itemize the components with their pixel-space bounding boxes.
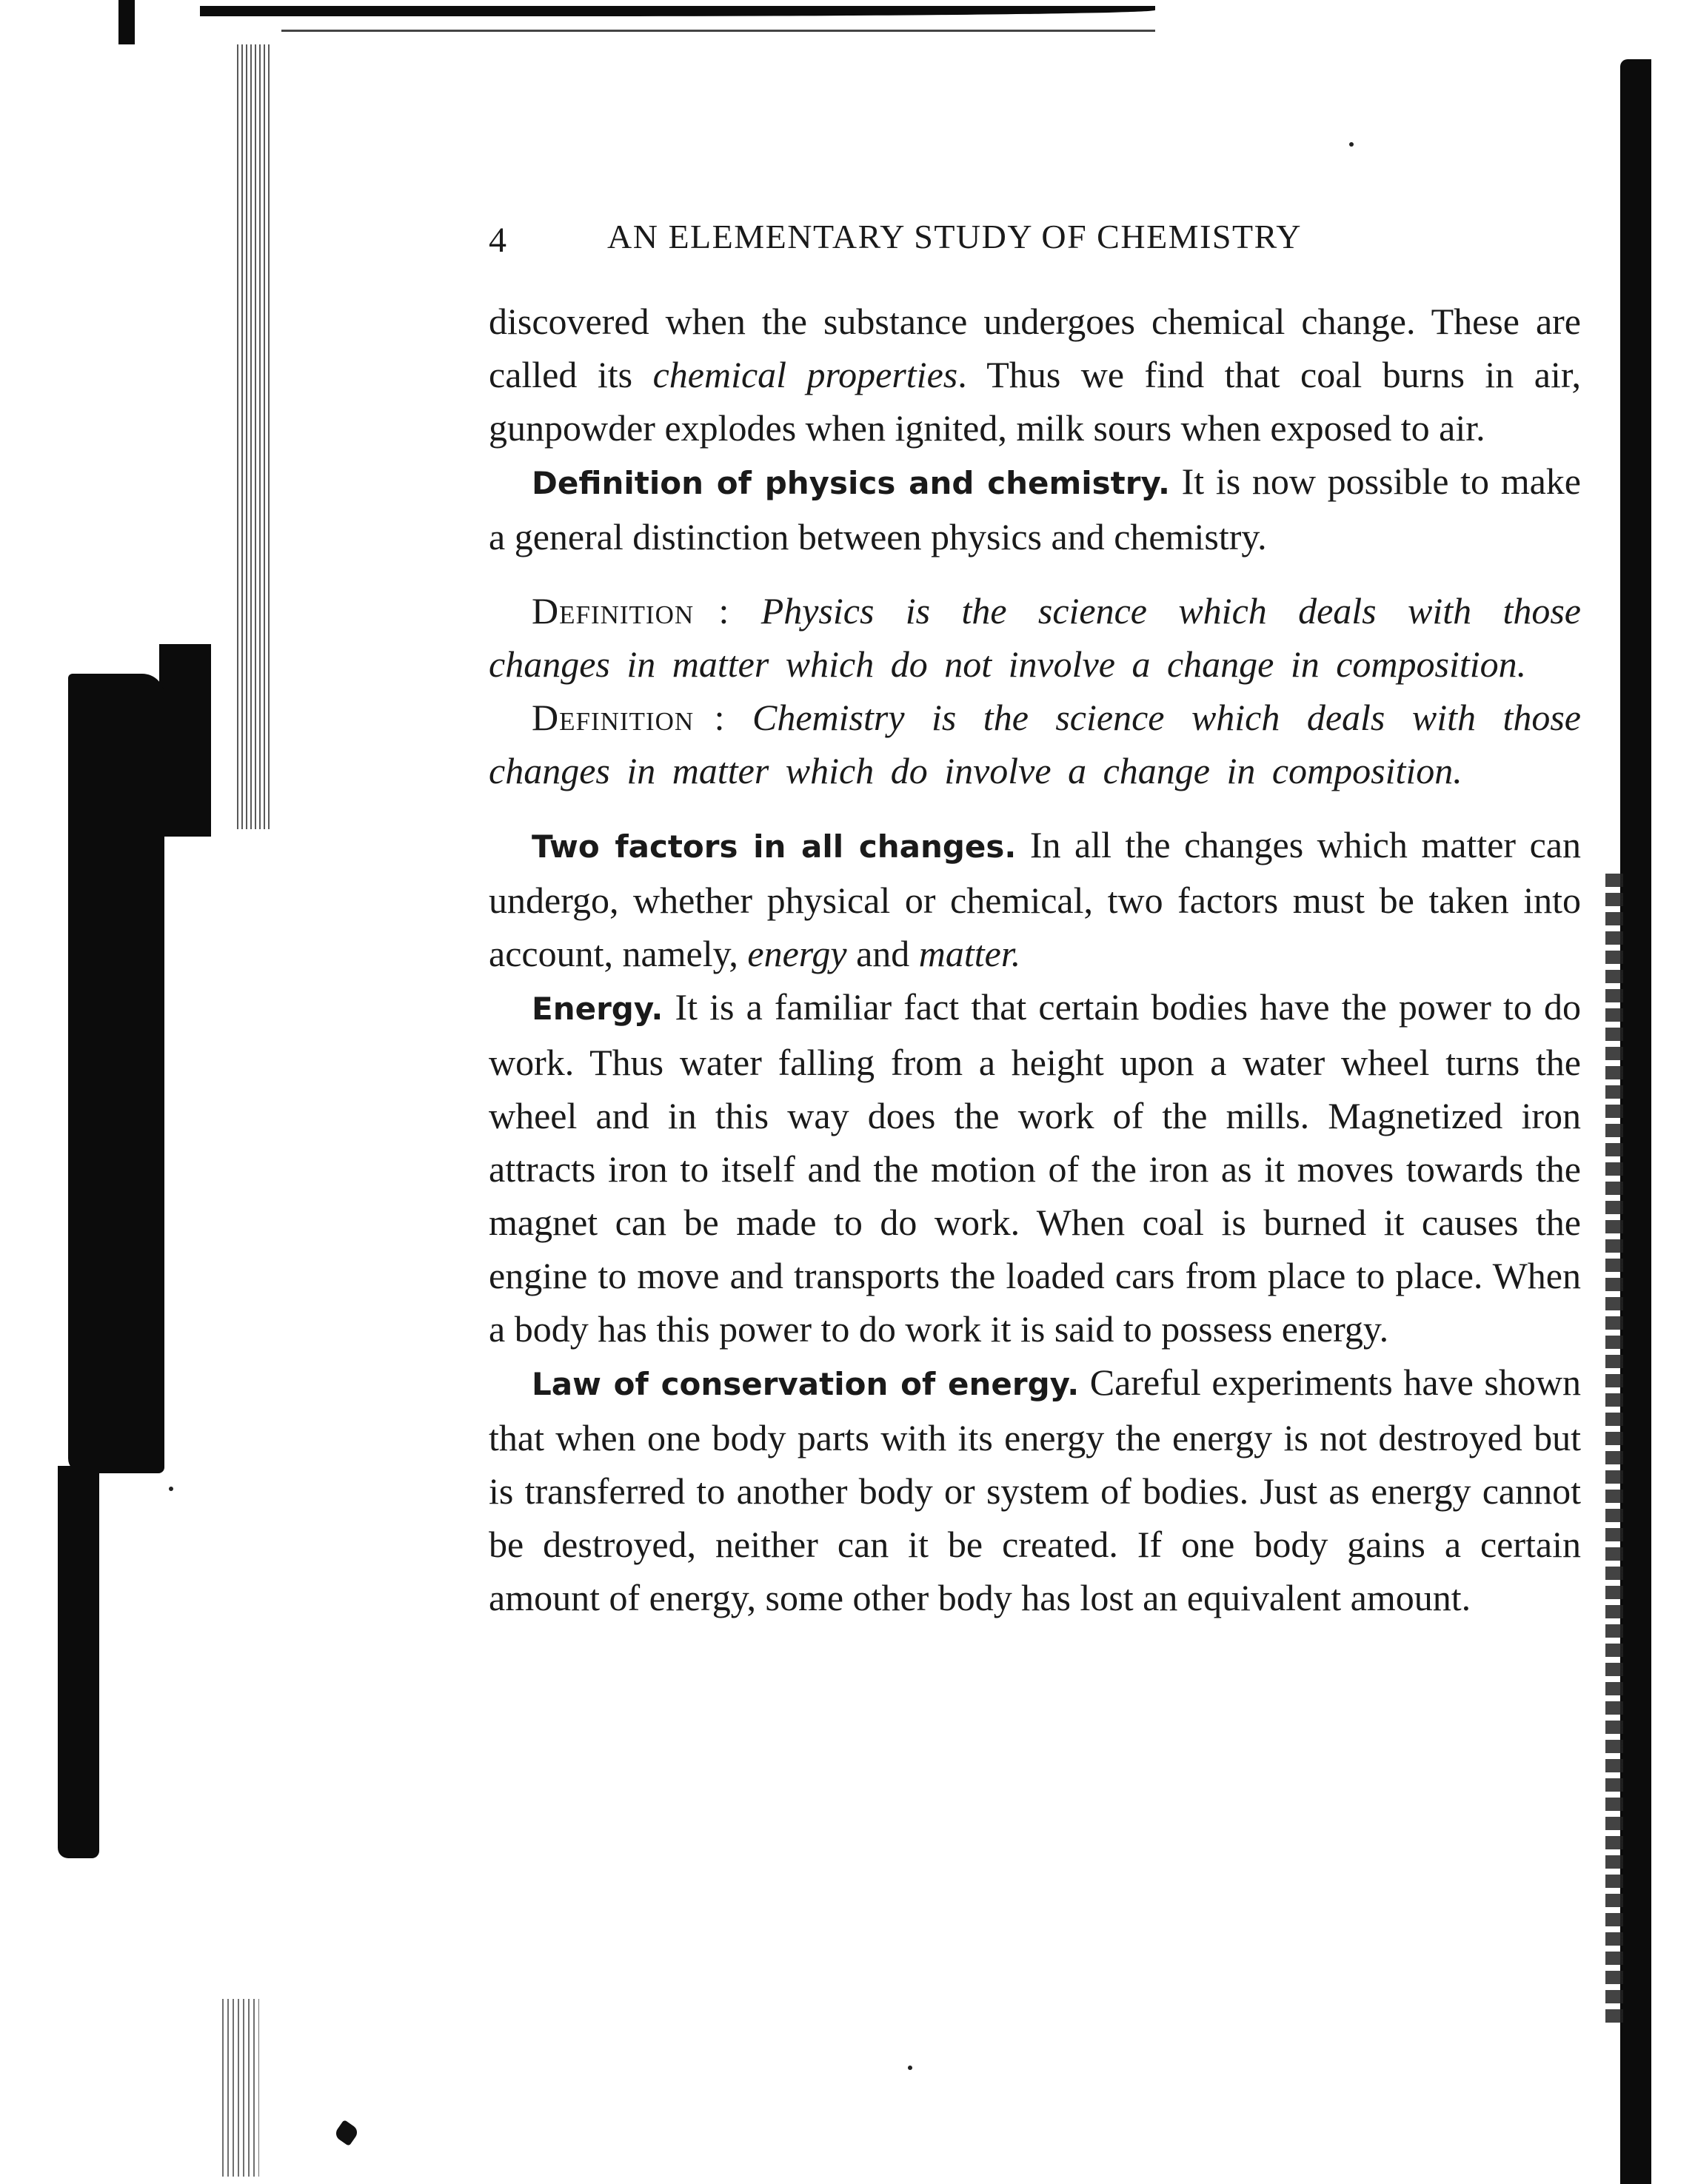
scan-edge-right-inner (1605, 874, 1623, 2029)
paragraph-text: discovered when the substance undergoes chemical change. These are called its (489, 301, 1581, 395)
page-body (489, 295, 1581, 1624)
running-header (489, 211, 1585, 263)
definition-text: Chemistry is the science which deals with those changes in matter which do involve a change in composition. (489, 697, 1581, 791)
definition-label: Definition : (532, 590, 730, 632)
scan-edge-top-thin (281, 30, 1155, 32)
paragraph-text: It is a familiar fact that certain bodies have the power to do work. Thus water falling from a height upon a water wheel turns the wheel and in this way does the work of the mills. Magnetized iron attracts iron to itself and the motion of the iron as it moves towards the magnet can be made to do work. When coal is burned it causes the engine to move and transports the loaded cars from place to place. When a body has this power to do work it is said to possess energy. (489, 986, 1581, 1350)
scan-edge-right (1620, 59, 1651, 2184)
section-heading: Energy. (532, 991, 663, 1027)
running-title: AN ELEMENTARY STUDY OF CHEMISTRY (607, 218, 1302, 255)
definition-chemistry (489, 691, 1581, 797)
emphasized-term: chemical properties (652, 354, 958, 395)
scan-speck (908, 2066, 912, 2070)
definition-text: Physics is the science which deals with those changes in matter which do not involve a change in composition. (489, 590, 1581, 685)
section-heading: Law of conservation of energy. (532, 1366, 1080, 1402)
paragraph-energy (489, 980, 1581, 1356)
scan-binding-stripes-bottom (222, 1999, 259, 2177)
definition-label: Definition : (532, 697, 726, 738)
page-number: 4 (489, 221, 507, 260)
emphasized-term: matter. (918, 933, 1021, 974)
scan-edge-left-tail (58, 1466, 99, 1858)
paragraph-text: . Thus we find that coal burns in air, gunpowder explodes when ignited, milk sours when exposed to air. (489, 354, 1581, 449)
scan-binding-stripes (237, 44, 270, 829)
paragraph-text: It is now possible to make a general distinction between physics and chemistry. (489, 460, 1581, 557)
scan-mark-top-left (118, 0, 135, 44)
scan-speck (1349, 142, 1354, 147)
paragraph-text: and (846, 933, 919, 974)
scan-edge-left (68, 674, 164, 1473)
paragraph-text: In all the changes which matter can undergo, whether physical or chemical, two factors must be taken into account, namely, (489, 824, 1581, 974)
scan-edge-left-block (159, 644, 211, 837)
definition-physics (489, 584, 1581, 691)
paragraph-definition-physics-chemistry (489, 455, 1581, 563)
paragraph-two-factors (489, 818, 1581, 980)
scan-blot (333, 2120, 360, 2146)
scan-edge-top (200, 6, 1155, 16)
paragraph-text: Careful experiments have shown that when one body parts with its energy the energy is not destroyed but is transferred to another body or system of bodies. Just as energy cannot be destroyed, neither can it be created. If one body gains a certain amount of energy, some other body has lost an equivalent amount. (489, 1361, 1581, 1618)
emphasized-term: energy (747, 933, 847, 974)
section-heading: Definition of physics and chemistry. (532, 465, 1170, 501)
paragraph-conservation-of-energy (489, 1356, 1581, 1624)
section-heading: Two factors in all changes. (532, 828, 1017, 865)
paragraph-chemical-properties (489, 295, 1581, 455)
scan-speck (169, 1487, 173, 1491)
